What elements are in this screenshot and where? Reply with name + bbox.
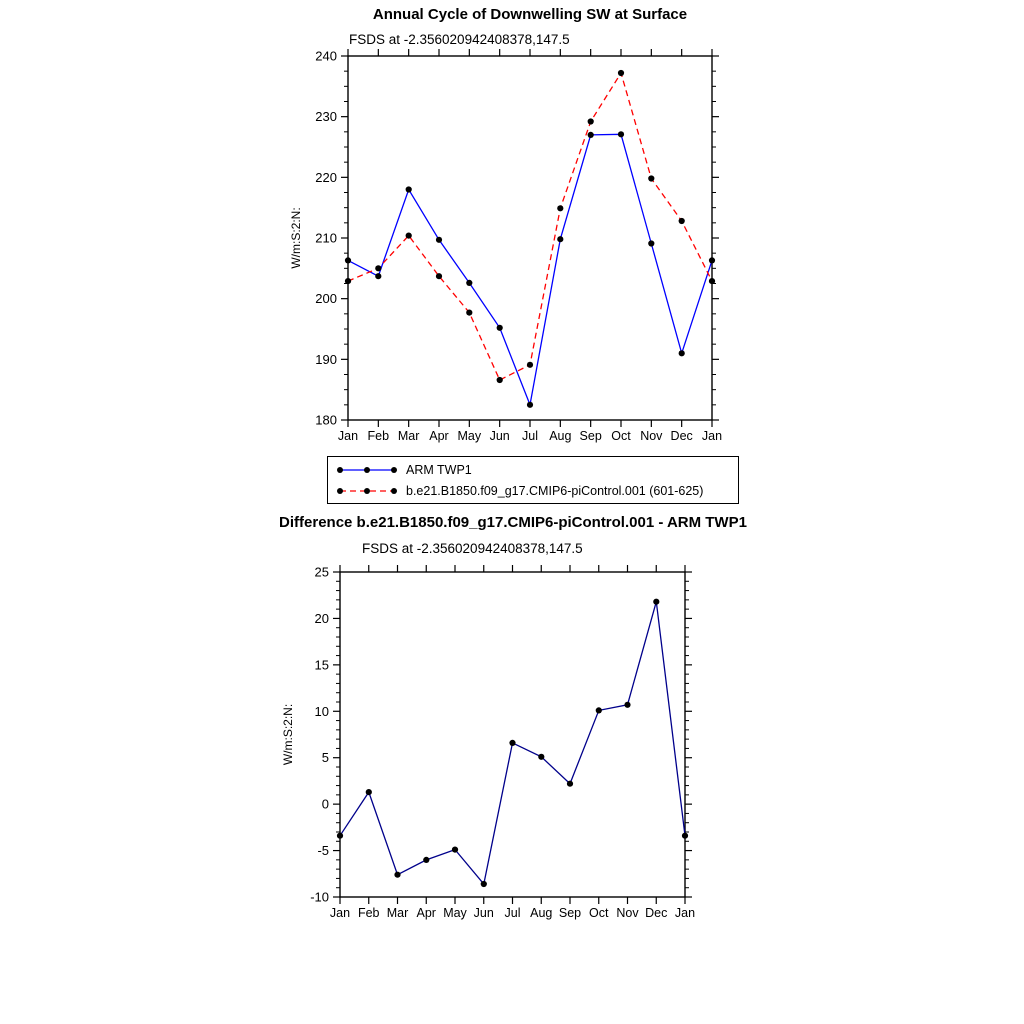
svg-text:Mar: Mar (397, 429, 420, 443)
difference-line-chart (252, 556, 732, 924)
svg-text:Aug: Aug (549, 429, 572, 443)
svg-text:May: May (457, 429, 482, 443)
svg-text:-10: -10 (310, 889, 329, 905)
legend-item-picontrol (328, 480, 738, 501)
svg-text:220: 220 (315, 169, 337, 185)
svg-text:W/m:S:2:N:: W/m:S:2:N: (281, 703, 295, 766)
annual-cycle-line-chart (260, 46, 740, 450)
svg-text:15: 15 (314, 657, 329, 673)
svg-text:230: 230 (315, 109, 337, 125)
svg-text:Aug: Aug (530, 906, 553, 920)
top-chart-subtitle: FSDS at -2.356020942408378,147.5 (349, 32, 570, 47)
svg-text:Jan: Jan (329, 906, 351, 920)
svg-text:Jan: Jan (337, 429, 359, 443)
svg-text:Dec: Dec (670, 429, 693, 443)
legend-line-sample-red (336, 485, 398, 497)
svg-text:Feb: Feb (367, 429, 390, 443)
svg-text:Feb: Feb (357, 906, 380, 920)
svg-text:Mar: Mar (386, 906, 409, 920)
svg-text:Jul: Jul (504, 906, 521, 920)
legend-label-arm-twp1: ARM TWP1 (406, 462, 472, 477)
svg-text:20: 20 (314, 610, 329, 626)
svg-text:W/m:S:2:N:: W/m:S:2:N: (289, 207, 303, 269)
svg-text:Nov: Nov (640, 429, 663, 443)
svg-text:-5: -5 (317, 843, 329, 859)
svg-text:Jun: Jun (473, 906, 494, 920)
svg-text:240: 240 (315, 48, 337, 64)
legend-item-arm-twp1 (328, 459, 738, 480)
legend-label-picontrol: b.e21.B1850.f09_g17.CMIP6-piControl.001 (601-625) (406, 483, 704, 498)
svg-text:Sep: Sep (558, 906, 582, 920)
svg-text:Oct: Oct (611, 429, 631, 443)
legend (327, 456, 739, 504)
svg-text:Jan: Jan (674, 906, 696, 920)
svg-text:180: 180 (315, 412, 337, 428)
svg-text:25: 25 (314, 564, 329, 580)
bottom-chart-title: Difference b.e21.B1850.f09_g17.CMIP6-piControl.001 - ARM TWP1 (279, 514, 747, 531)
svg-text:210: 210 (315, 230, 337, 246)
svg-text:May: May (443, 906, 467, 920)
svg-text:Dec: Dec (645, 906, 668, 920)
svg-text:Sep: Sep (579, 429, 602, 443)
svg-text:0: 0 (321, 796, 329, 812)
svg-text:Apr: Apr (429, 429, 449, 443)
top-chart-title: Annual Cycle of Downwelling SW at Surface (372, 6, 688, 23)
svg-text:Oct: Oct (589, 906, 609, 920)
svg-text:Jan: Jan (701, 429, 723, 443)
legend-line-sample-blue (336, 464, 398, 476)
svg-text:10: 10 (314, 703, 329, 719)
svg-text:190: 190 (315, 351, 337, 367)
svg-text:Jun: Jun (489, 429, 510, 443)
bottom-chart-subtitle: FSDS at -2.356020942408378,147.5 (362, 541, 583, 556)
svg-text:200: 200 (315, 291, 337, 307)
svg-text:5: 5 (321, 750, 329, 766)
svg-text:Jul: Jul (522, 429, 538, 443)
svg-text:Nov: Nov (616, 906, 639, 920)
svg-text:Apr: Apr (416, 906, 436, 920)
